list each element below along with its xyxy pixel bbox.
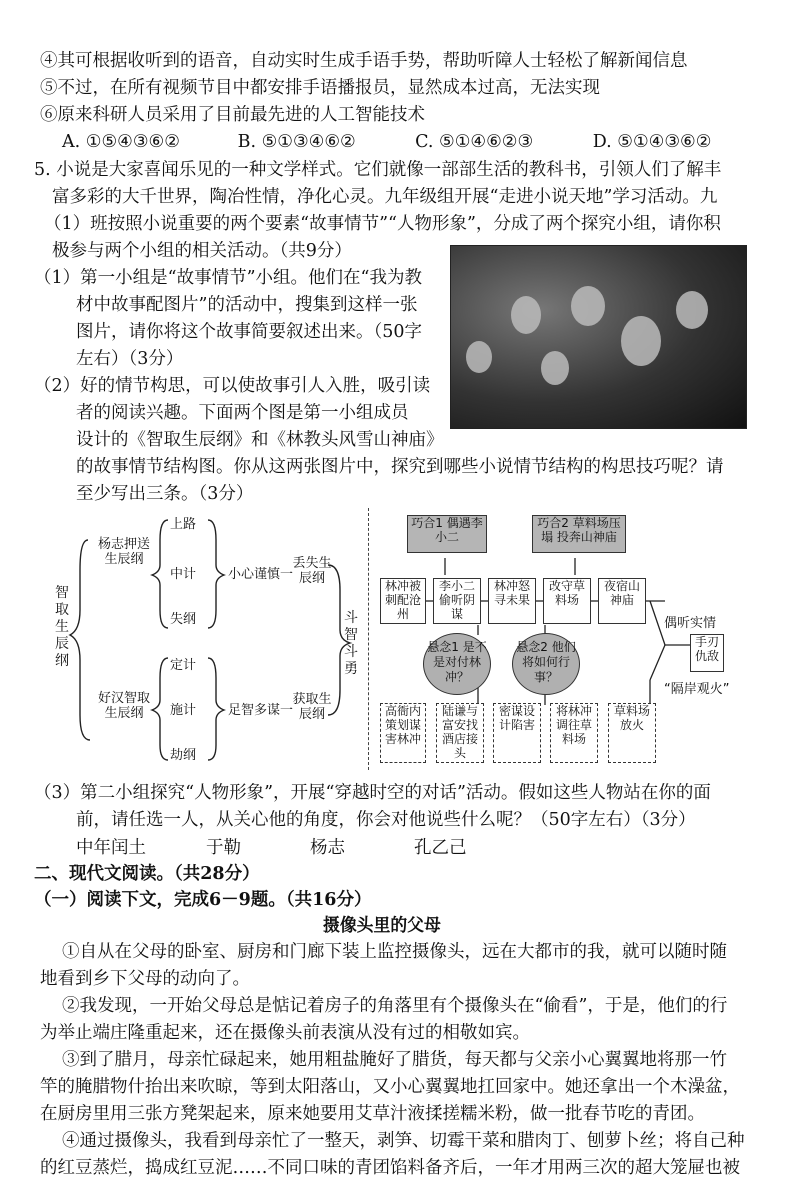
suspense-2: 悬念2 他们将如何行事？	[512, 633, 580, 695]
diagram1-root: 智取生辰纲	[55, 585, 69, 669]
character-2[interactable]: 于勒	[206, 838, 241, 858]
outcome-3: 密谋设计陷害	[493, 703, 541, 763]
paragraph-2-line-1: ②我发现，一开始父母总是惦记着房子的角落里有个摄像头在“偷看”，于是，他们的行	[62, 996, 728, 1016]
sub1-line-2: 材中故事配图片”的活动中，搜集到这样一张	[76, 295, 418, 315]
paragraph-1-line-2: 地看到乡下父母的动向了。	[40, 969, 250, 989]
event-2: 李小二偷听阴谋	[433, 578, 481, 624]
question-5-line-1: 5. 小说是大家喜闻乐见的一种文学样式。它们就像一部部生活的教科书，引领人们了解丰	[34, 160, 722, 180]
event-5: 夜宿山神庙	[598, 578, 646, 624]
sub1-line-3: 图片，请你将这个故事简要叙述出来。（50字	[76, 322, 423, 342]
outcome-4: 将林冲调往草料场	[550, 703, 598, 763]
character-list	[76, 835, 467, 861]
suspense-1: 悬念1 是不是对付林冲？	[423, 633, 491, 695]
diagram-zhiqu-lines	[40, 510, 370, 770]
character-1[interactable]: 中年闰土	[76, 838, 146, 858]
diagram-divider	[368, 508, 369, 770]
sub2-line-1: （2）好的情节构思，可以使故事引人入胜，吸引读	[34, 376, 431, 396]
paragraph-1-line-1: ①自从在父母的卧室、厨房和门廊下装上监控摄像头，远在大都市的我，就可以随时随	[62, 942, 727, 962]
paragraph-3-line-2: 竿的腌腊物什抬出来吹晾，等到太阳落山，又小心翼翼地扛回家中。她还拿出一个木澡盆，	[40, 1077, 740, 1097]
reading-1-heading: （一）阅读下文，完成6－9题。（共16分）	[34, 890, 372, 910]
event-4: 改守草料场	[543, 578, 591, 624]
diagram1-bottom-branch: 好汉智取生辰纲	[97, 691, 150, 721]
diagram1-top-mid: 小心谨慎一	[228, 567, 294, 582]
coincidence-2: 巧合2 草料场压塌 投奔山神庙	[532, 515, 626, 553]
diagram1-top-branch: 杨志押送生辰纲	[97, 537, 150, 567]
diagram1-top-item-2: 中计	[170, 567, 197, 582]
paragraph-2-line-2: 为举止端庄隆重起来，还在摄像头前表演从没有过的相敬如宾。	[40, 1023, 530, 1043]
event-3: 林冲怒寻未果	[488, 578, 536, 624]
sub2-line-2: 者的阅读兴趣。下面两个图是第一小组成员	[76, 403, 409, 423]
article-title: 摄像头里的父母	[322, 916, 441, 936]
question-5-line-3: （1）班按照小说重要的两个要素“故事情节”“人物形象”，分成了两个探究小组，请你积	[44, 214, 721, 234]
outcome-2: 陆谦与富安找酒店接头	[436, 703, 484, 763]
outcome-5: 草料场放火	[608, 703, 656, 763]
sub2-line-4: 的故事情节结构图。你从这两张图片中，探究到哪些小说情节结构的构思技巧呢？请	[76, 457, 724, 477]
outcome-1: 高衙内策划谋害林冲	[380, 703, 426, 763]
revenge-box: 手刃仇敌	[690, 634, 724, 672]
sub2-line-5: 至少写出三条。（3分）	[76, 484, 254, 504]
overhear-label: 偶听实情	[664, 616, 717, 631]
diagram1-bottom-item-2: 施计	[170, 703, 197, 718]
diagram1-top-item-3: 失纲	[170, 612, 197, 627]
question-5-line-4: 极参与两个小组的相关活动。（共9分）	[52, 241, 352, 261]
story-photo	[450, 245, 747, 429]
paragraph-4-line-1: ④通过摄像头，我看到母亲忙了一整天，剥笋、切霉干菜和腊肉丁、刨萝卜丝；将自己种	[62, 1131, 745, 1151]
option-line-5: ⑤不过，在所有视频节目中都安排手语播报员，显然成本过高，无法实现	[40, 78, 600, 98]
option-b[interactable]: B. ⑤①③④⑥②	[237, 132, 356, 152]
section-2-heading: 二、现代文阅读。（共28分）	[34, 864, 260, 884]
diagram1-top-result: 丢失生辰纲	[292, 556, 332, 586]
diagram1-top-item-1: 上路	[170, 517, 197, 532]
option-line-4: ④其可根据收听到的语音，自动实时生成手语手势，帮助听障人士轻松了解新闻信息	[40, 51, 688, 71]
paragraph-4-line-2: 的红豆蒸烂，捣成红豆泥……不同口味的青团馅料备齐后，一年才用两三次的超大笼屉也被	[40, 1158, 740, 1178]
option-line-6: ⑥原来科研人员采用了目前最先进的人工智能技术	[40, 105, 425, 125]
event-1: 林冲被刺配沧州	[380, 578, 426, 624]
diagram1-bottom-item-3: 劫纲	[170, 748, 197, 763]
option-a[interactable]: A. ①⑤④③⑥②	[62, 132, 180, 152]
option-d[interactable]: D. ⑤①④③⑥②	[592, 132, 712, 152]
sub3-line-2: 前，请任选一人，从关心他的角度，你会对他说些什么呢？（50字左右）（3分）	[76, 810, 696, 830]
sub3-line-1: （3）第二小组探究“人物形象”，开展“穿越时空的对话”活动。假如这些人物站在你的面	[34, 783, 711, 803]
paragraph-3-line-1: ③到了腊月，母亲忙碌起来，她用粗盐腌好了腊货，每天都与父亲小心翼翼地将那一竹	[62, 1050, 727, 1070]
diagram1-right: 斗智斗勇	[344, 610, 358, 677]
answer-options	[62, 129, 711, 155]
paragraph-3-line-3: 在厨房里用三张方凳架起来，原来她要用艾草汁液揉搓糯米粉，做一批春节吃的青团。	[40, 1104, 705, 1124]
coincidence-1: 巧合1 偶遇李小二	[407, 515, 487, 553]
sub1-line-4: 左右）（3分）	[76, 349, 184, 369]
diagram1-bottom-item-1: 定计	[170, 658, 197, 673]
character-4[interactable]: 孔乙己	[414, 838, 467, 858]
diagram1-bottom-result: 获取生辰纲	[292, 692, 332, 722]
question-5-line-2: 富多彩的大千世界，陶冶性情，净化心灵。九年级组开展“走进小说天地”学习活动。九	[52, 187, 718, 207]
character-3[interactable]: 杨志	[310, 838, 345, 858]
fire-label: “隔岸观火”	[664, 682, 730, 697]
diagram1-bottom-mid: 足智多谋一	[228, 703, 294, 718]
option-c[interactable]: C. ⑤①④⑥②③	[415, 132, 534, 152]
sub2-line-3: 设计的《智取生辰纲》和《林教头风雪山神庙》	[76, 430, 444, 450]
sub1-line-1: （1）第一小组是“故事情节”小组。他们在“我为教	[34, 268, 422, 288]
